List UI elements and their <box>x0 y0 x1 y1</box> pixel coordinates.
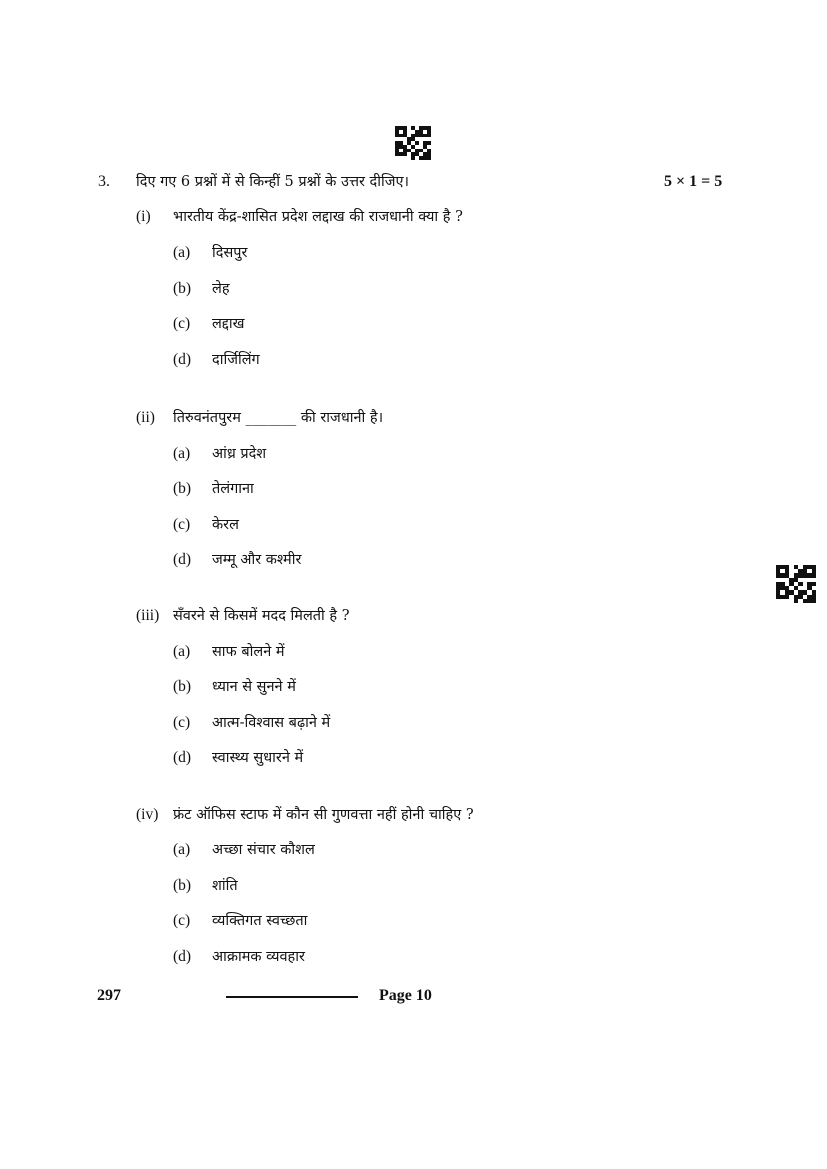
option-label: (d) <box>173 948 192 965</box>
subquestion-label: (ii) <box>136 409 155 426</box>
option-text: आत्म-विश्वास बढ़ाने में <box>212 715 331 731</box>
option-text: ध्यान से सुनने में <box>212 679 296 695</box>
option-text: लेह <box>212 281 230 297</box>
option-label: (d) <box>173 551 192 568</box>
qr-code-side <box>776 565 816 603</box>
option-label: (d) <box>173 749 192 766</box>
subquestion-text: तिरुवनंतपुरम _______ की राजधानी है। <box>173 410 384 426</box>
option-label: (b) <box>173 678 192 695</box>
option-text: साफ बोलने में <box>212 644 285 660</box>
option-text: लद्दाख <box>212 316 245 332</box>
subquestion-text: सँवरने से किसमें मदद मिलती है ? <box>173 608 350 624</box>
question-instruction: दिए गए 6 प्रश्नों में से किन्हीं 5 प्रश्नों के उत्तर दीजिए। <box>136 174 409 190</box>
subquestion-label: (i) <box>136 208 151 225</box>
subquestion-text: भारतीय केंद्र-शासित प्रदेश लद्दाख की राजधानी क्या है ? <box>173 209 463 225</box>
option-text: स्वास्थ्य सुधारने में <box>212 750 304 766</box>
option-label: (a) <box>173 244 191 261</box>
option-label: (d) <box>173 351 192 368</box>
option-text: शांति <box>212 878 238 894</box>
subquestion-text: फ्रंट ऑफिस स्टाफ में कौन सी गुणवत्ता नहीं होनी चाहिए ? <box>173 807 474 823</box>
option-text: आंध्र प्रदेश <box>212 446 267 462</box>
page-number: Page 10 <box>379 987 432 1004</box>
option-label: (c) <box>173 315 191 332</box>
subquestion-label: (iv) <box>136 806 159 823</box>
option-text: केरल <box>212 517 239 533</box>
option-text: दार्जिलिंग <box>212 352 260 368</box>
question-marks: 5 × 1 = 5 <box>664 173 723 190</box>
option-label: (c) <box>173 516 191 533</box>
footer-rule <box>226 996 358 998</box>
option-label: (b) <box>173 877 192 894</box>
option-label: (c) <box>173 912 191 929</box>
question-number: 3. <box>98 173 110 190</box>
option-label: (b) <box>173 280 192 297</box>
option-text: जम्मू और कश्मीर <box>212 552 302 568</box>
option-label: (a) <box>173 643 191 660</box>
option-label: (a) <box>173 445 191 462</box>
paper-code: 297 <box>97 987 121 1004</box>
option-label: (b) <box>173 480 192 497</box>
option-text: तेलंगाना <box>212 481 254 497</box>
option-text: व्यक्तिगत स्वच्छता <box>212 913 308 929</box>
option-label: (c) <box>173 714 191 731</box>
subquestion-label: (iii) <box>136 607 160 624</box>
option-label: (a) <box>173 841 191 858</box>
option-text: आक्रामक व्यवहार <box>212 949 305 965</box>
option-text: दिसपुर <box>212 245 248 261</box>
option-text: अच्छा संचार कौशल <box>212 842 315 858</box>
qr-code-top <box>395 126 431 160</box>
